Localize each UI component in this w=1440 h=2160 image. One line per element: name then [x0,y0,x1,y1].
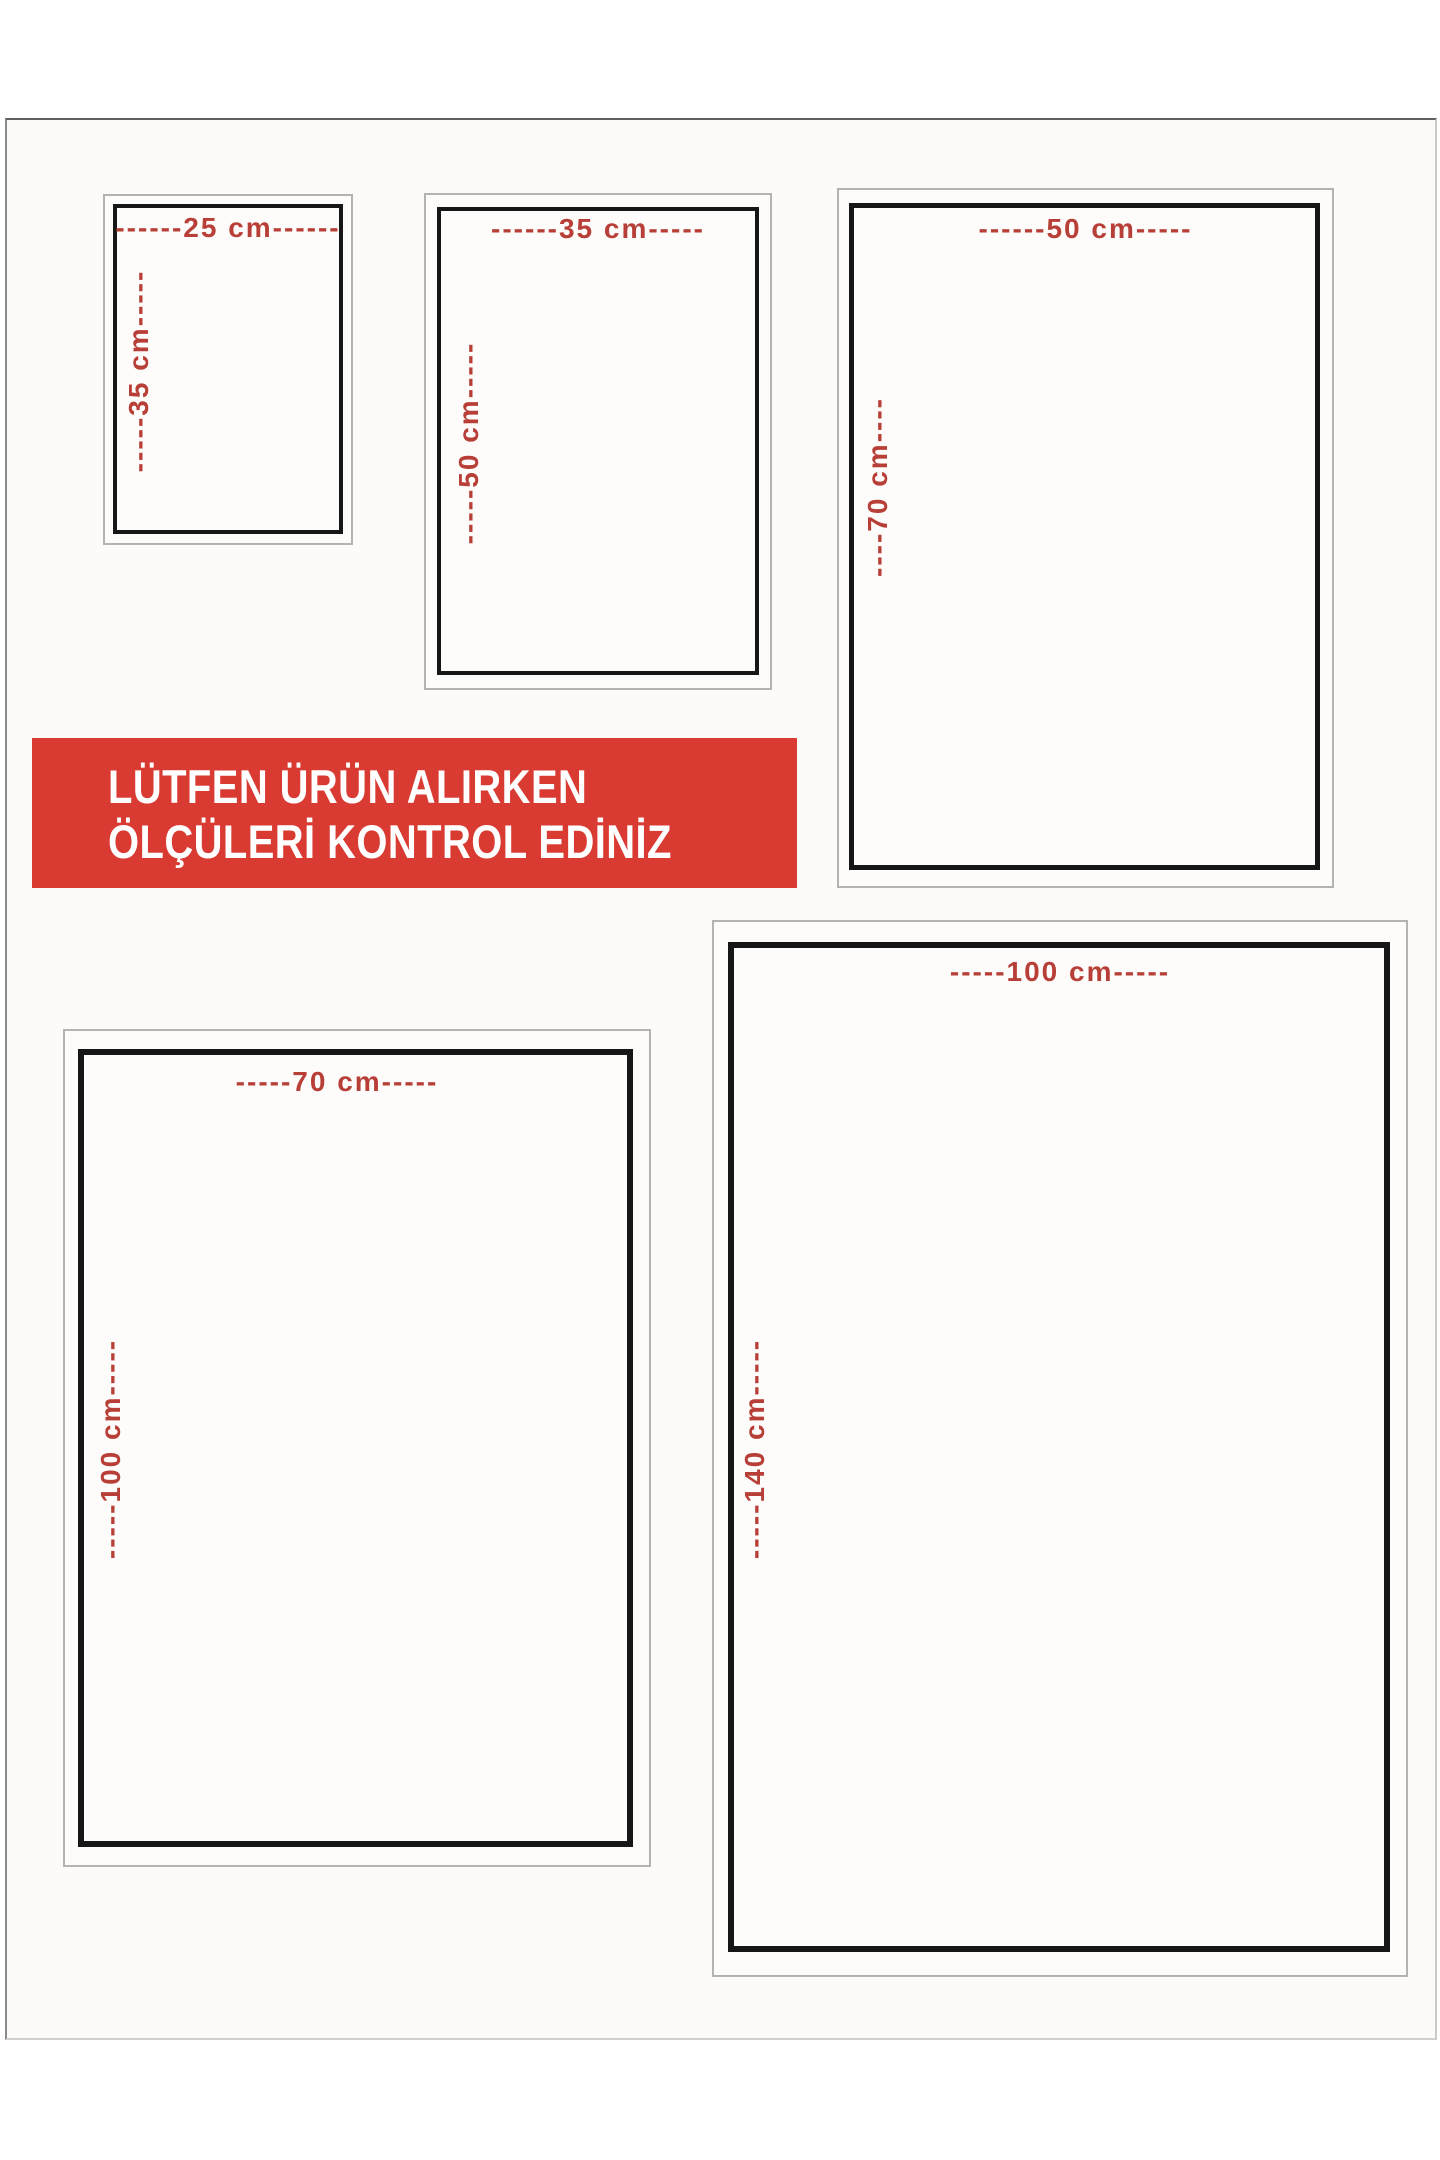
size-box-70x100 [63,1029,651,1867]
height-label-140: -----140 cm----- [739,1338,770,1560]
notice-line-2: ÖLÇÜLERİ KONTROL EDİNİZ [108,815,672,868]
size-box-25x35 [103,194,353,545]
width-label-50: ------50 cm----- [978,213,1193,244]
height-label-50: -----50 cm----- [453,341,484,545]
size-outline-35x50 [437,207,759,675]
width-label-100: -----100 cm----- [949,956,1171,987]
width-label-35: ------35 cm----- [491,213,705,244]
size-outline-100x140 [728,942,1390,1952]
notice-banner [32,738,797,888]
height-label-100: -----100 cm----- [95,1338,126,1560]
size-outline-70x100 [78,1049,633,1847]
notice-line-1: LÜTFEN ÜRÜN ALIRKEN [108,760,588,813]
height-label-35: -----35 cm----- [123,269,154,473]
size-outline-50x70 [849,203,1320,870]
size-box-50x70 [837,188,1334,888]
width-label-25: ------25 cm------ [115,212,341,243]
size-box-100x140 [712,920,1408,1977]
height-label-70: ----70 cm---- [862,397,893,577]
size-box-35x50 [424,193,772,690]
width-label-70: -----70 cm----- [235,1066,439,1097]
